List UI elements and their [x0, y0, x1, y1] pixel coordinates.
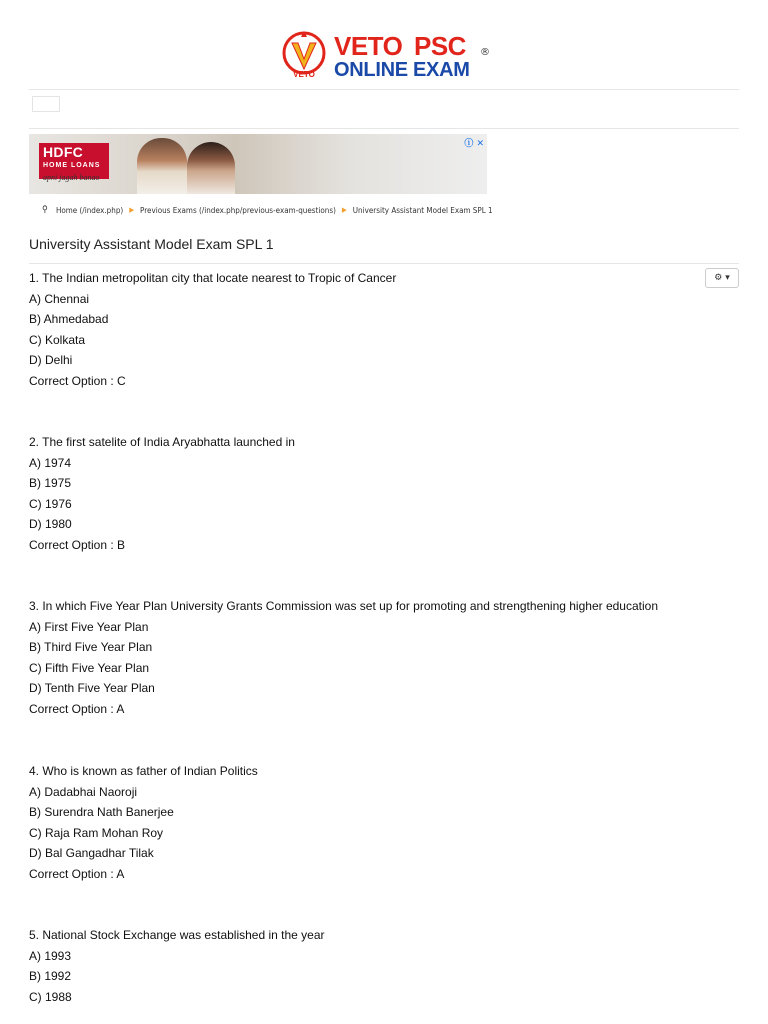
option: D) Bal Gangadhar Tilak: [29, 846, 154, 861]
settings-dropdown-button[interactable]: ⚙ ▾: [705, 268, 739, 288]
map-marker-icon: ⚲: [42, 205, 48, 215]
option: B) 1975: [29, 476, 72, 491]
breadcrumb: [42, 204, 493, 216]
logo-online-exam-text: ONLINE EXAM: [334, 59, 470, 81]
veto-logo-icon: [282, 29, 330, 81]
menu-toggle-box[interactable]: [32, 96, 60, 112]
correct-option: Correct Option : A: [29, 866, 125, 881]
registered-mark: ®: [480, 47, 490, 58]
option: C) Fifth Five Year Plan: [29, 660, 150, 675]
option: D) Delhi: [29, 353, 73, 368]
option: D) 1980: [29, 517, 72, 532]
option: C) 1976: [29, 496, 72, 511]
ad-brand: HDFC: [43, 144, 84, 160]
chevron-right-icon: ▶: [341, 206, 347, 214]
question-block: [29, 432, 729, 556]
question-block: [29, 925, 729, 1007]
ad-close-icon[interactable]: ⓘ ✕: [464, 139, 484, 149]
chevron-right-icon: ▶: [129, 206, 135, 214]
nav-divider: [29, 128, 739, 129]
ad-tagline: apni jagah banao: [43, 173, 100, 182]
option: C) Raja Ram Mohan Roy: [29, 825, 164, 840]
option: B) 1992: [29, 969, 72, 984]
breadcrumb-current: University Assistant Model Exam SPL 1: [352, 205, 493, 215]
question-block: [29, 268, 729, 392]
option: A) First Five Year Plan: [29, 619, 149, 634]
ad-photo-man: [137, 138, 187, 194]
page-title: University Assistant Model Exam SPL 1: [29, 236, 274, 252]
question-text: 3. In which Five Year Plan University Grants Commission was set up for promoting and strengthening higher education: [29, 599, 658, 613]
option: C) Kolkata: [29, 332, 86, 347]
correct-option: Correct Option : C: [29, 373, 126, 388]
option: A) 1974: [29, 455, 72, 470]
header-divider: [29, 89, 739, 90]
question-text: 4. Who is known as father of Indian Politics: [29, 764, 258, 778]
title-divider: [29, 263, 739, 264]
question-text: 2. The first satelite of India Aryabhatta launched in: [29, 435, 295, 449]
breadcrumb-previous-exams[interactable]: Previous Exams (/index.php/previous-exam-questions): [140, 205, 336, 215]
correct-option: Correct Option : B: [29, 537, 126, 552]
option: A) Chennai: [29, 291, 90, 306]
option: B) Ahmedabad: [29, 312, 109, 327]
breadcrumb-home[interactable]: Home (/index.php): [55, 205, 124, 215]
question-text: 5. National Stock Exchange was established in the year: [29, 928, 325, 942]
option: B) Surendra Nath Banerjee: [29, 805, 174, 820]
option: C) 1988: [29, 989, 72, 1004]
option: A) Dadabhai Naoroji: [29, 784, 138, 799]
option: B) Third Five Year Plan: [29, 640, 153, 655]
question-block: [29, 596, 729, 720]
question-block: [29, 761, 729, 885]
correct-option: Correct Option : A: [29, 701, 125, 716]
option: A) 1993: [29, 948, 72, 963]
question-text: 1. The Indian metropolitan city that locate nearest to Tropic of Cancer: [29, 271, 397, 285]
site-logo[interactable]: [282, 29, 497, 83]
logo-veto-text: VETO: [334, 31, 403, 61]
option: D) Tenth Five Year Plan: [29, 681, 155, 696]
logo-badge-text: VETO: [293, 70, 315, 79]
logo-psc-text: PSC: [414, 31, 466, 61]
ad-banner[interactable]: [29, 134, 487, 194]
ad-photo-woman: [187, 142, 235, 194]
ad-subbrand: HOME LOANS: [43, 162, 101, 169]
